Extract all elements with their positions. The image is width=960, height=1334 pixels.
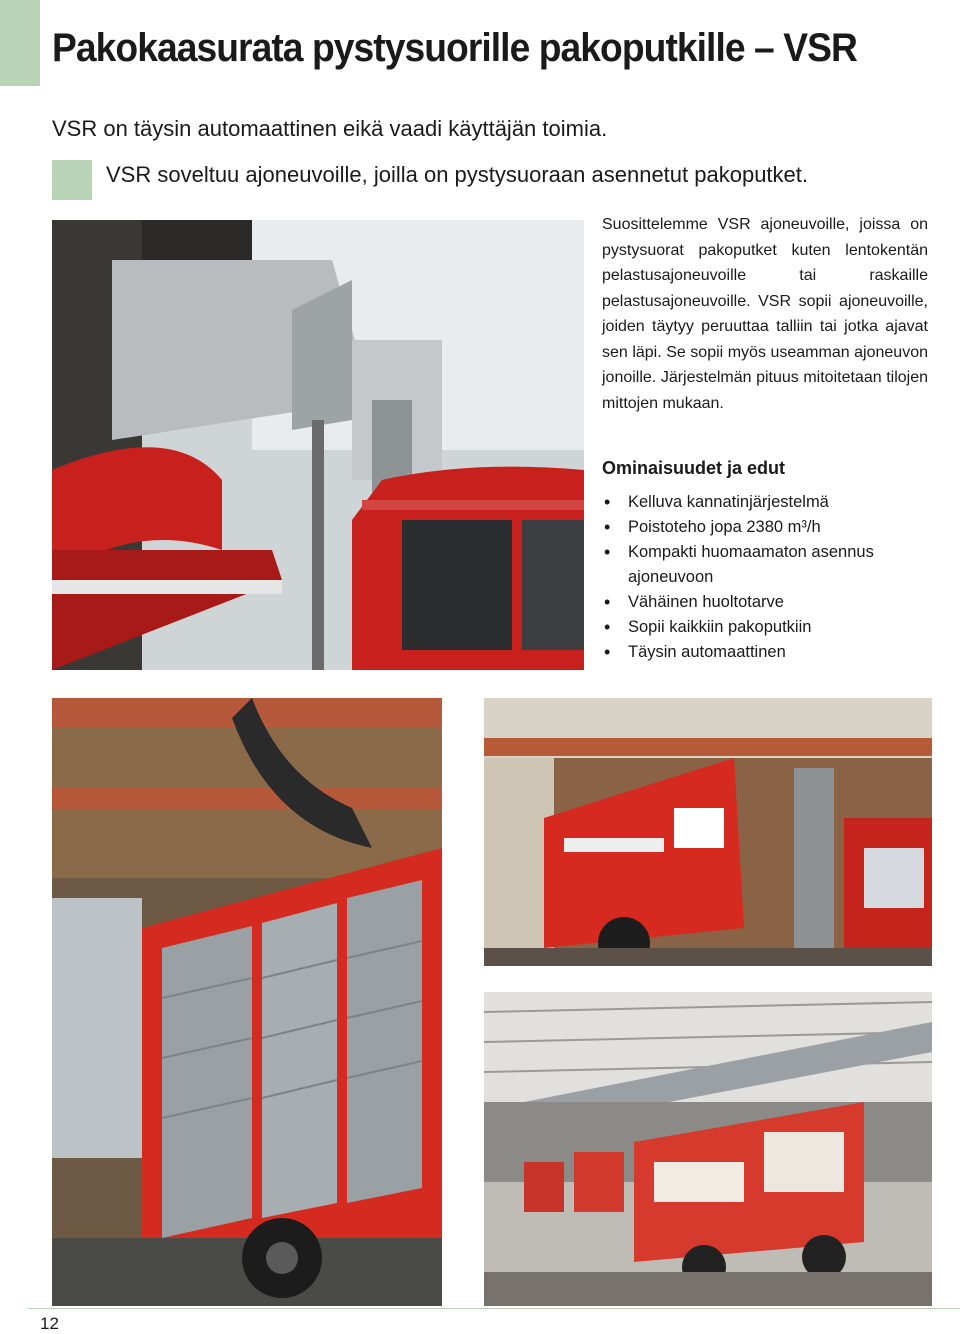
feature-item: • Kelluva kannatinjärjestelmä bbox=[602, 490, 932, 515]
features-list bbox=[602, 490, 932, 665]
lead-line-1: VSR on täysin automaattinen eikä vaadi käyttäjän toimia. bbox=[52, 116, 608, 141]
feature-item: • Vähäinen huoltotarve bbox=[602, 590, 932, 615]
lead-line-2: VSR soveltuu ajoneuvoille, joilla on pystysuoraan asennetut pakoputket. bbox=[106, 162, 809, 187]
title-accent-bar bbox=[0, 0, 40, 86]
lead-accent-square bbox=[52, 160, 92, 200]
features-heading: Ominaisuudet ja edut bbox=[602, 458, 786, 478]
feature-item: • Kompakti huomaamaton asennus ajoneuvoon bbox=[602, 540, 932, 590]
footer-rule bbox=[28, 1308, 960, 1309]
feature-item: • Täysin automaattinen bbox=[602, 640, 932, 665]
photo-fire-station-hall bbox=[484, 992, 932, 1306]
feature-item: • Sopii kaikkiin pakoputkiin bbox=[602, 615, 932, 640]
photo-fire-engine-shutters bbox=[52, 698, 442, 1306]
photo-fire-truck-e1 bbox=[484, 698, 932, 966]
feature-item: • Poistoteho jopa 2380 m³/h bbox=[602, 515, 932, 540]
description-paragraph: Suosittelemme VSR ajoneuvoille, joissa on pystysuorat pakoputket kuten lentokentän pelastusajoneuvoille tai raskaille pelastusajoneuvoille. VSR sopii ajoneuvoille, joiden täytyy peruuttaa talliin tai jotka ajavat sen läpi. Se sopii myös useamman ajoneuvon jonoille. Järjestelmän pituus mitoitetaan tilojen mittojen mukaan. bbox=[602, 216, 928, 412]
page-title: Pakokaasurata pystysuorille pakoputkille – VSR bbox=[52, 26, 857, 70]
photo-vsr-rail-fire-truck bbox=[52, 220, 584, 670]
page-number: 12 bbox=[40, 1314, 59, 1333]
